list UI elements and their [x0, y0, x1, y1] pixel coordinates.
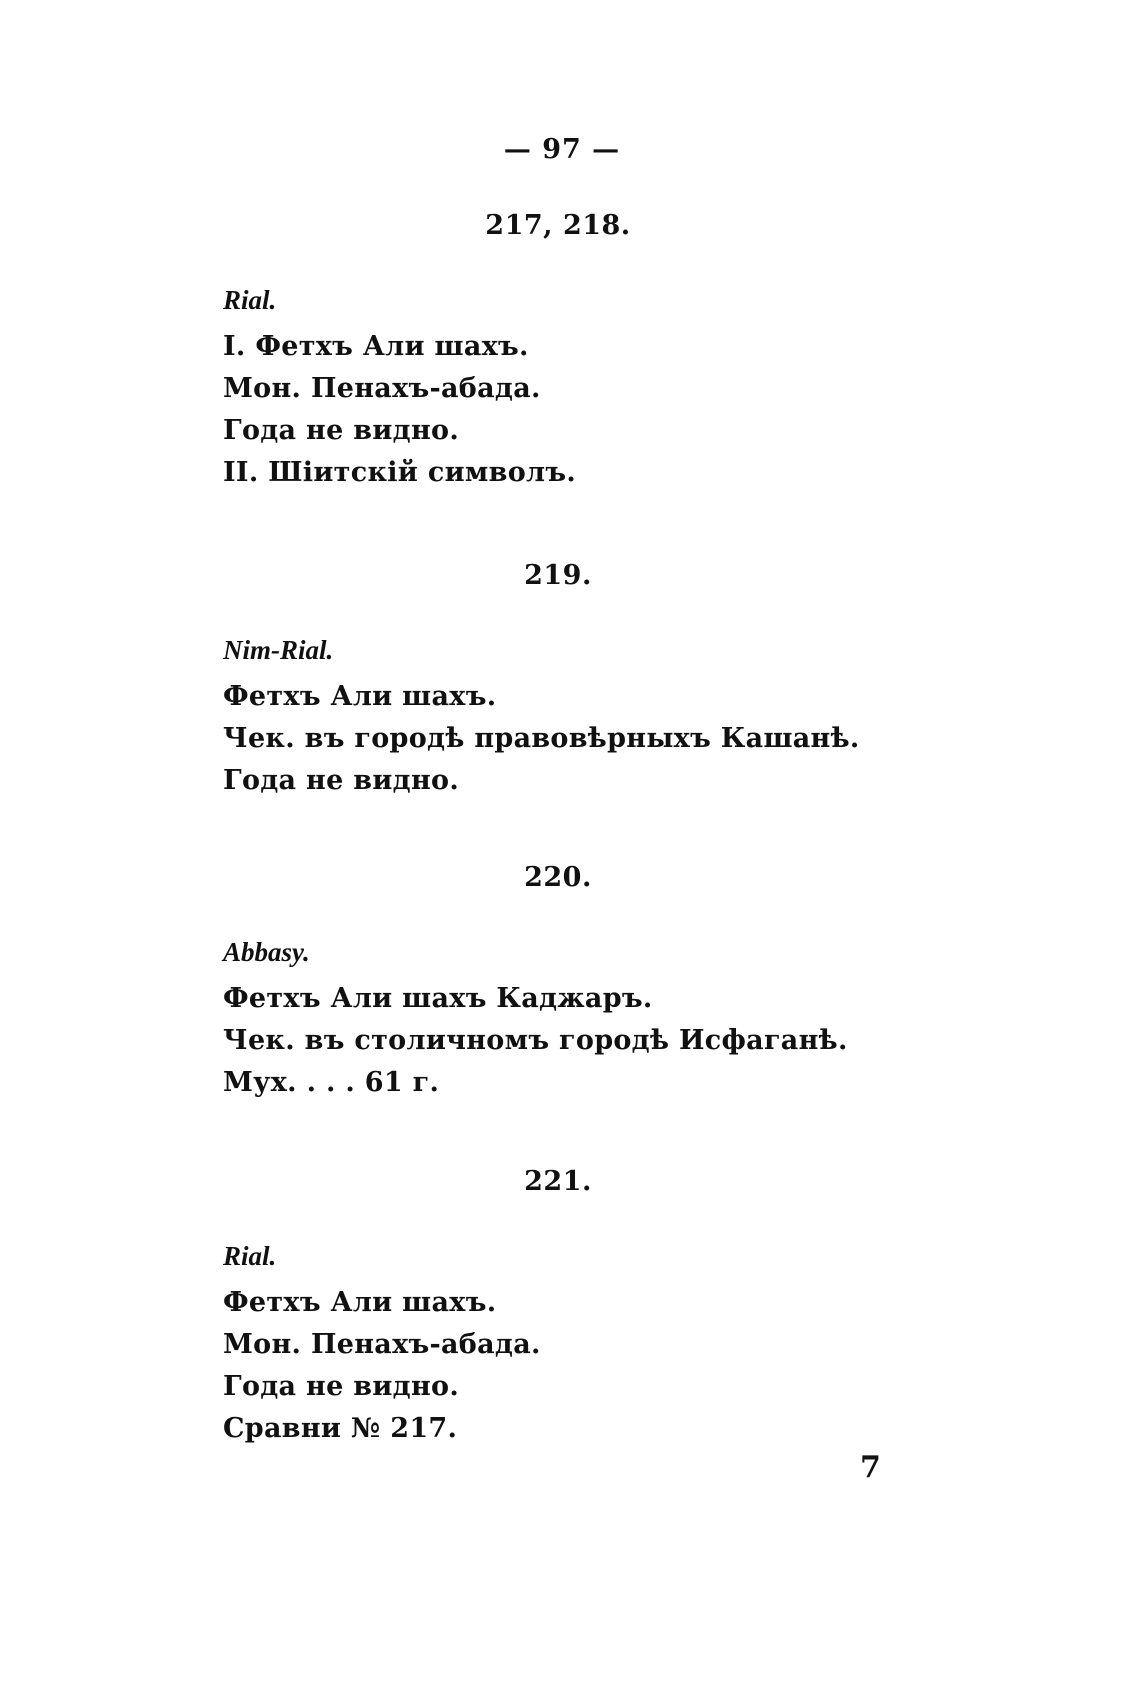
signature-mark: 7	[860, 1450, 881, 1485]
entry-line: II. Шiитскiй символъ.	[223, 457, 577, 488]
entry-217-218	[223, 210, 1063, 494]
denomination: Nim-Rial.	[223, 635, 334, 665]
page-number: — 97 —	[503, 134, 621, 165]
entry-line: Мон. Пенахъ-абада.	[223, 1329, 541, 1360]
entry-number: 221.	[524, 1166, 592, 1197]
entry-line: Мон. Пенахъ-абада.	[223, 373, 541, 404]
entry-line: Чек. въ столичномъ городѣ Исфаганѣ.	[223, 1025, 848, 1056]
entry-line: Года не видно.	[223, 765, 460, 796]
denomination: Abbasy.	[223, 937, 310, 967]
entry-220	[223, 862, 1063, 1104]
entry-221	[223, 1166, 1063, 1450]
entry-line: Мух. . . . 61 г.	[223, 1067, 440, 1098]
entry-line: Фетхъ Али шахъ Каджаръ.	[223, 983, 653, 1014]
denomination: Rial.	[223, 1241, 277, 1271]
entry-line: I. Фетхъ Али шахъ.	[223, 331, 529, 362]
entry-line: Фетхъ Али шахъ.	[223, 1287, 497, 1318]
entry-line: Фетхъ Али шахъ.	[223, 681, 497, 712]
entry-number: 220.	[524, 862, 592, 893]
entry-line: Сравни № 217.	[223, 1413, 458, 1444]
entry-line: Года не видно.	[223, 1371, 460, 1402]
entry-number: 219.	[524, 560, 592, 591]
entry-number: 217, 218.	[485, 210, 631, 241]
entry-line: Года не видно.	[223, 415, 460, 446]
entry-219	[223, 560, 1063, 802]
denomination: Rial.	[223, 285, 277, 315]
entry-line: Чек. въ городѣ правовѣрныхъ Кашанѣ.	[223, 723, 860, 754]
